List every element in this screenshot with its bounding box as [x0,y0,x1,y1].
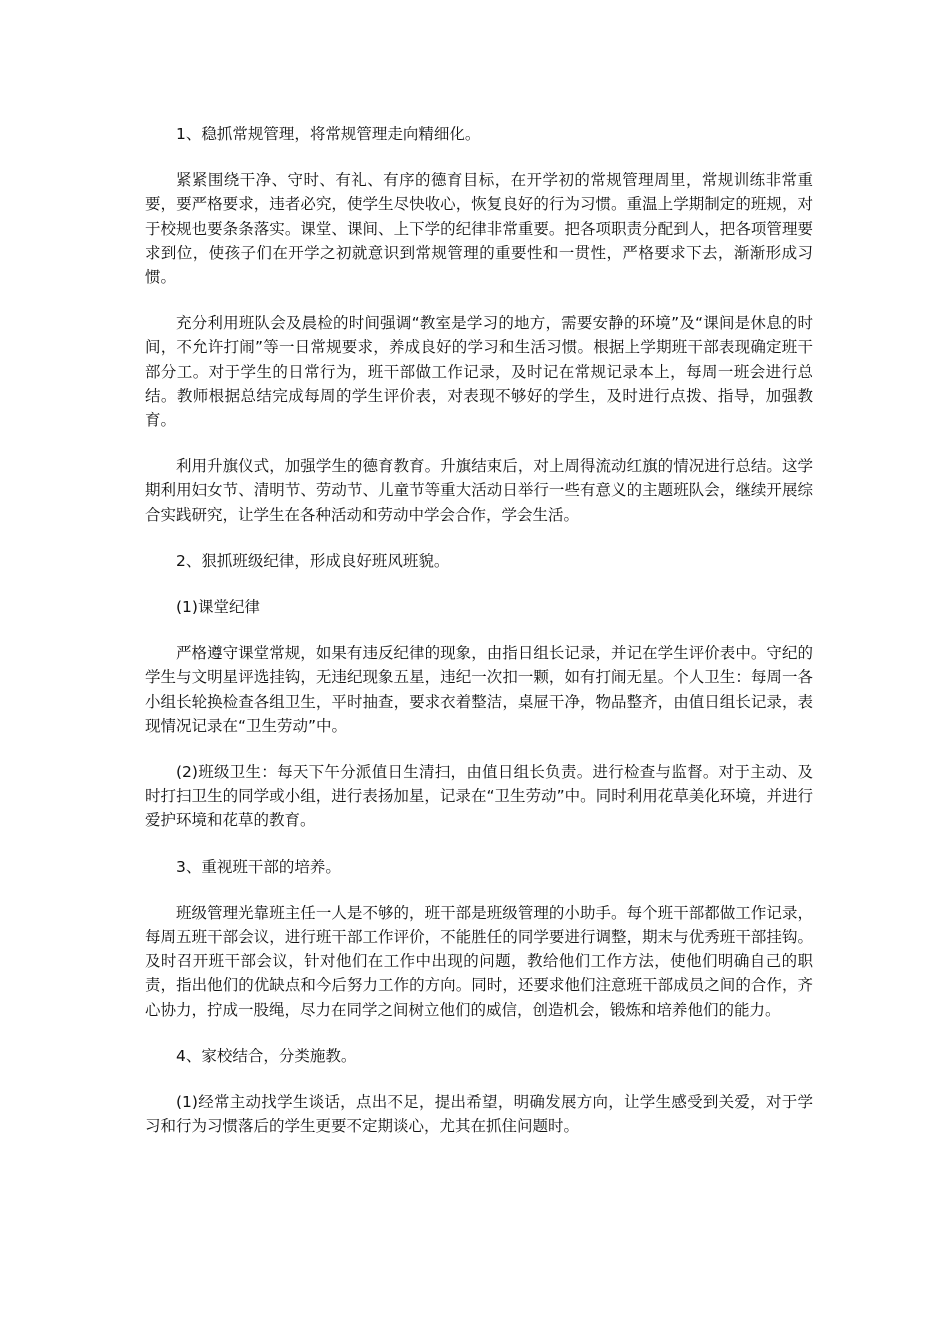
paragraph: 严格遵守课堂常规，如果有违反纪律的现象，由指日组长记录，并记在学生评价表中。守纪的学生与文明星评选挂钩，无违纪现象五星，违纪一次扣一颗，如有打闹无星。个人卫生：每周一各小组长轮换检查各组卫生，平时抽查，要求衣着整洁，桌屉干净，物品整齐，由值日组长记录，表现情况记录在“卫生劳动”中。 [145,644,813,735]
heading-2: 2、狠抓班级纪律，形成良好班风班貌。 [176,551,450,570]
paragraph: (2)班级卫生：每天下午分派值日生清扫，由值日组长负责。进行检查与监督。对于主动、及时打扫卫生的同学或小组，进行表扬加星，记录在“卫生劳动”中。同时利用花草美化环境，并进行爱护环境和花草的教育。 [145,763,813,830]
heading-1: 1、稳抓常规管理，将常规管理走向精细化。 [176,125,481,143]
heading-4: 4、家校结合，分类施教。 [176,1046,357,1065]
paragraph: 利用升旗仪式，加强学生的德育教育。升旗结束后，对上周得流动红旗的情况进行总结。这学期利用妇女节、清明节、劳动节、儿童节等重大活动日举行一些有意义的主题班队会，继续开展综合实践研究，让学生在各种活动和劳动中学会合作，学会生活。 [145,457,813,524]
document-page [145,122,813,1161]
heading-3: 3、重视班干部的培养。 [176,857,341,876]
paragraph: 充分利用班队会及晨检的时间强调“教室是学习的地方，需要安静的环境”及“课间是休息的时间，不允许打闹”等一日常规要求，养成良好的学习和生活习惯。根据上学期班干部表现确定班干部分工。对于学生的日常行为，班干部做工作记录，及时记在常规记录本上，每周一班会进行总结。教师根据总结完成每周的学生评价表，对表现不够好的学生，及时进行点拨、指导，加强教育。 [145,314,813,430]
paragraph: (1)经常主动找学生谈话，点出不足，提出希望，明确发展方向，让学生感受到关爱，对于学习和行为习惯落后的学生更要不定期谈心，尤其在抓住问题时。 [145,1093,813,1136]
subheading-classroom-discipline: (1)课堂纪律 [176,598,260,617]
paragraph: 班级管理光靠班主任一人是不够的，班干部是班级管理的小助手。每个班干部都做工作记录，每周五班干部会议，进行班干部工作评价，不能胜任的同学要进行调整，期末与优秀班干部挂钩。及时召开班干部会议，针对他们在工作中出现的问题，教给他们工作方法，使他们明确自己的职责，指出他们的优缺点和今后努力工作的方向。同时，还要求他们注意班干部成员之间的合作，齐心协力，拧成一股绳，尽力在同学之间树立他们的威信，创造机会，锻炼和培养他们的能力。 [145,903,813,1019]
paragraph: 紧紧围绕干净、守时、有礼、有序的德育目标，在开学初的常规管理周里，常规训练非常重要，要严格要求，违者必究，使学生尽快收心，恢复良好的行为习惯。重温上学期制定的班规，对于校规也要条条落实。课堂、课间、上下学的纪律非常重要。把各项职责分配到人，把各项管理要求到位，使孩子们在开学之初就意识到常规管理的重要性和一贯性，严格要求下去，渐渐形成习惯。 [145,171,813,287]
